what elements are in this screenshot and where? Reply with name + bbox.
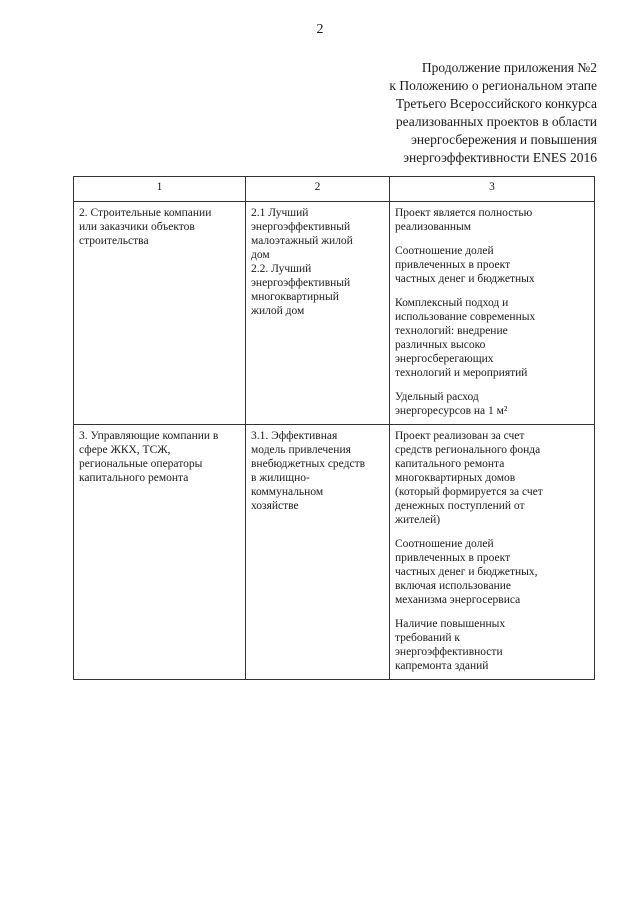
criterion-line: Соотношение долей: [395, 538, 494, 550]
criterion-line: Проект является полностью: [395, 207, 533, 219]
criterion: [395, 617, 589, 673]
criterion-line: (который формируется за счет: [395, 486, 543, 498]
criterion-line: механизма энергосервиса: [395, 594, 521, 606]
nomination-cell-line: энергоэффективный: [251, 221, 351, 233]
page-number: 2: [316, 22, 324, 37]
criterion-line: энергосберегающих: [395, 353, 494, 365]
participant-cell: [74, 425, 246, 680]
criterion-line: технологий: внедрение: [395, 325, 508, 337]
nomination-cell-line: внебюджетных средств: [251, 458, 366, 470]
criterion-line: привлеченных в проект: [395, 552, 511, 564]
criterion: [395, 390, 589, 418]
criterion-line: Удельный расход: [395, 391, 479, 403]
criterion-line: включая использование: [395, 580, 511, 592]
column-header: 1: [74, 177, 246, 202]
criterion-line: Проект реализован за счет: [395, 430, 525, 442]
criterion-line: технологий и мероприятий: [395, 367, 528, 379]
criterion-line: денежных поступлений от: [395, 500, 525, 512]
criterion-line: энергоэффективности: [395, 646, 503, 658]
nomination-cell-line: многоквартирный: [251, 291, 339, 303]
criterion-line: энергоресурсов на 1 м²: [395, 405, 508, 417]
header-line: энергоэффективности ENES 2016: [403, 150, 597, 165]
criteria-cell: [390, 202, 595, 425]
nomination-cell-line: 2.2. Лучший: [251, 263, 312, 275]
nomination-cell-line: энергоэффективный: [251, 277, 351, 289]
criterion-line: Наличие повышенных: [395, 618, 506, 630]
nomination-cell-line: 3.1. Эффективная: [251, 430, 338, 442]
table-row: [74, 202, 595, 425]
table-row: [74, 425, 595, 680]
criterion-line: Соотношение долей: [395, 245, 494, 257]
criterion: [395, 244, 589, 286]
criteria-cell: [390, 425, 595, 680]
nomination-cell-line: дом: [251, 249, 270, 261]
table-header-row: [74, 177, 595, 202]
nomination-cell-line: коммунальном: [251, 486, 324, 498]
nomination-cell: [246, 425, 390, 680]
column-header: 2: [246, 177, 390, 202]
nomination-cell-line: хозяйстве: [251, 500, 299, 512]
criterion-line: частных денег и бюджетных: [395, 273, 535, 285]
participant-cell-line: 2. Строительные компании: [79, 207, 212, 219]
criterion-line: жителей): [395, 514, 441, 526]
criterion-line: Комплексный подход и: [395, 297, 509, 309]
participant-cell-line: 3. Управляющие компании в: [79, 430, 219, 442]
participant-cell-line: или заказчики объектов: [79, 221, 195, 233]
nomination-cell-line: малоэтажный жилой: [251, 235, 353, 247]
header-line: энергосбережения и повышения: [411, 132, 597, 147]
criterion-line: многоквартирных домов: [395, 472, 516, 484]
criterion-line: средств регионального фонда: [395, 444, 541, 456]
participant-cell: [74, 202, 246, 425]
nomination-cell-line: в жилищно-: [251, 472, 310, 484]
criterion-line: различных высоко: [395, 339, 486, 351]
header-line: к Положению о региональном этапе: [389, 78, 597, 93]
criterion: [395, 206, 589, 234]
criterion-line: частных денег и бюджетных,: [395, 566, 538, 578]
criterion: [395, 296, 589, 380]
header-line: Продолжение приложения №2: [421, 60, 597, 75]
nomination-cell: [246, 202, 390, 425]
criterion: [395, 537, 589, 607]
nomination-cell-line: жилой дом: [251, 305, 305, 317]
header-line: Третьего Всероссийского конкурса: [395, 96, 597, 111]
criterion-line: требований к: [395, 632, 460, 644]
participant-cell-line: региональные операторы: [79, 458, 203, 470]
nomination-cell-line: модель привлечения: [251, 444, 351, 456]
criterion: [395, 429, 589, 527]
criterion-line: капремонта зданий: [395, 660, 489, 672]
criterion-line: привлеченных в проект: [395, 259, 511, 271]
appendix-header: [389, 59, 597, 167]
criterion-line: использование современных: [395, 311, 536, 323]
header-line: реализованных проектов в области: [395, 114, 597, 129]
participant-cell-line: строительства: [79, 235, 149, 247]
criterion-line: капитального ремонта: [395, 458, 505, 470]
participant-cell-line: сфере ЖКХ, ТСЖ,: [79, 444, 171, 456]
participant-cell-line: капитального ремонта: [79, 472, 189, 484]
criteria-table: [73, 176, 595, 680]
criterion-line: реализованным: [395, 221, 472, 233]
nomination-cell-line: 2.1 Лучший: [251, 207, 309, 219]
column-header: 3: [390, 177, 595, 202]
